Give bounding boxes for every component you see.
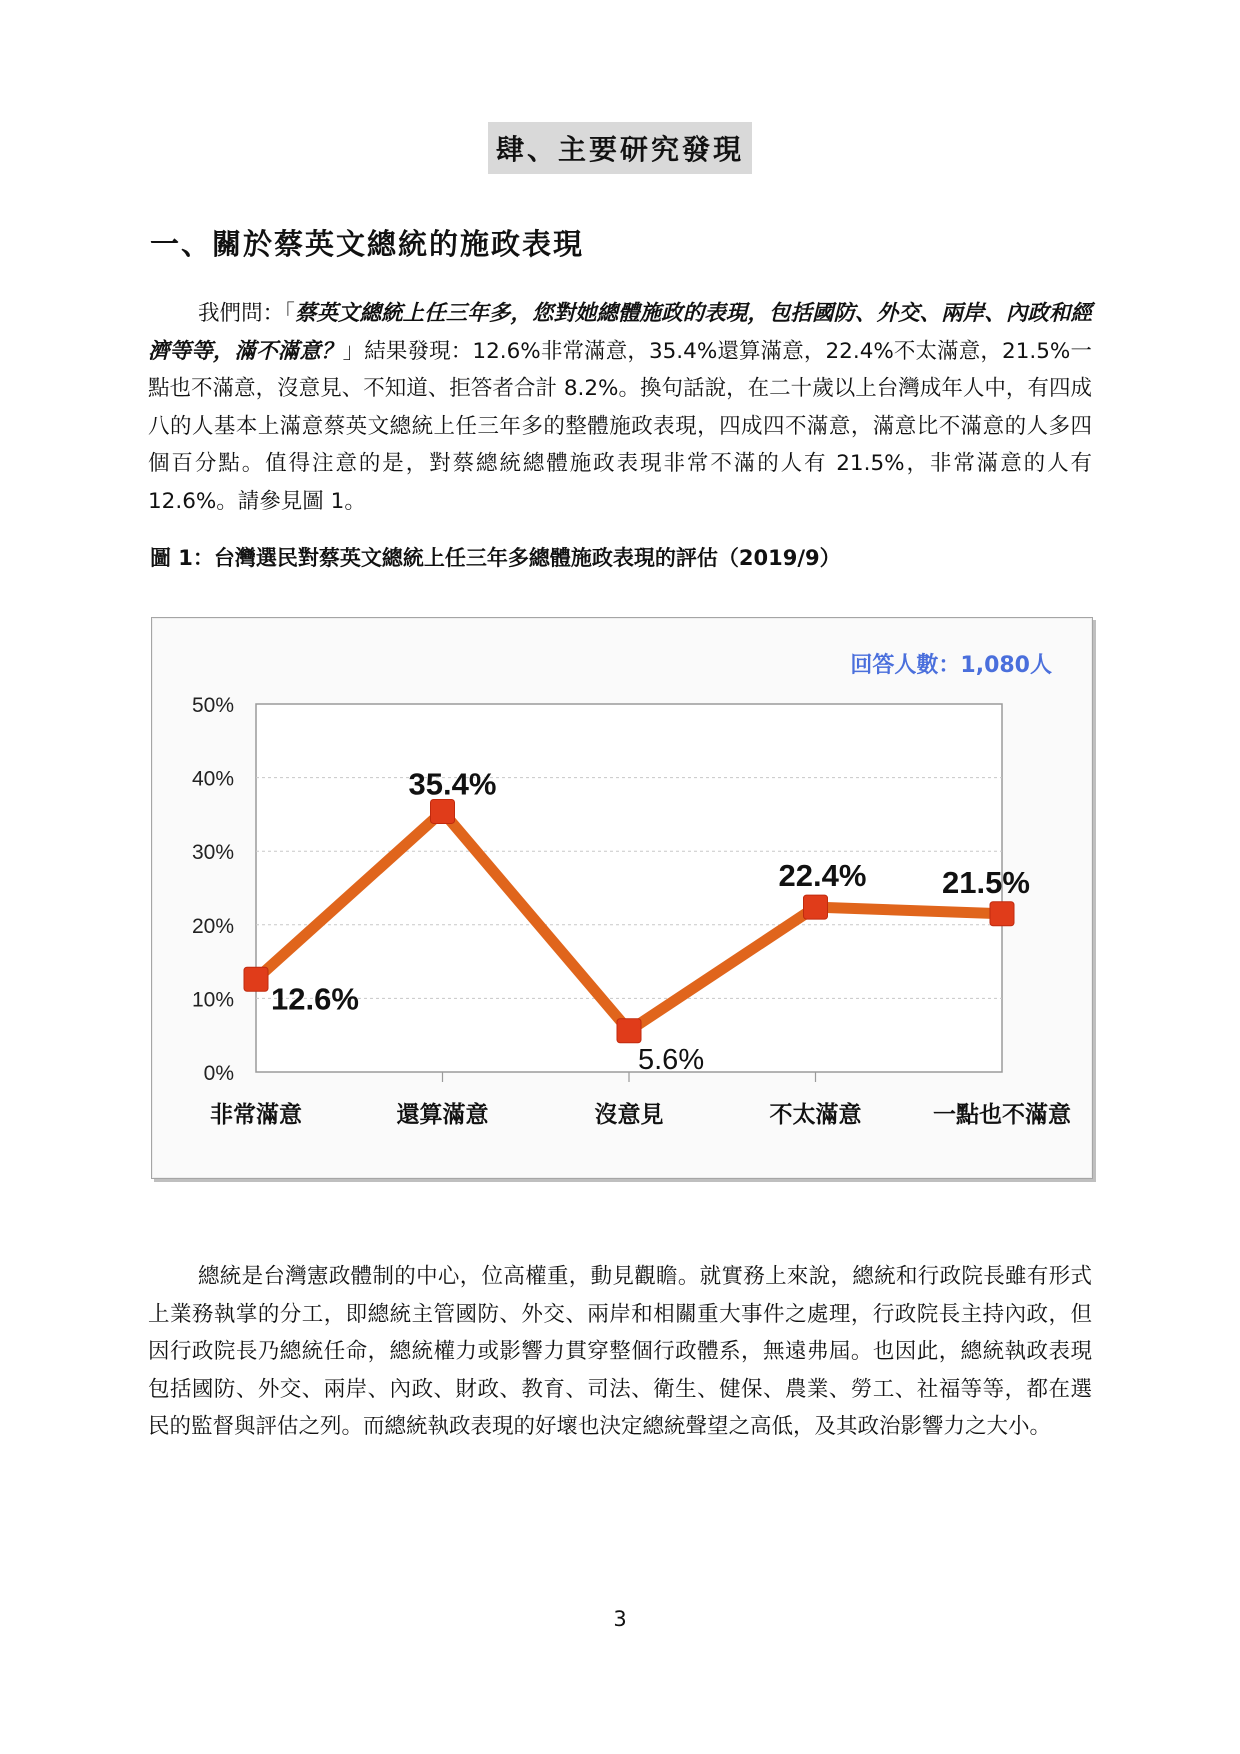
plot-area: [256, 704, 1002, 1072]
y-tick-label: 40%: [191, 767, 234, 791]
x-category-label: 非常滿意: [210, 1102, 302, 1128]
x-category-label: 沒意見: [594, 1102, 664, 1128]
data-label: 12.6%: [271, 981, 359, 1017]
page-number: 3: [613, 1607, 627, 1631]
subheading: 一、關於蔡英文總統的施政表現: [150, 227, 585, 261]
x-category-label: 不太滿意: [769, 1102, 862, 1128]
paragraph-2: 總統是台灣憲政體制的中心，位高權重，動見觀瞻。就實務上來說，總統和行政院長雖有形式上業務執掌的分工，即總統主管國防、外交、兩岸和相關重大事件之處理，行政院長主持內政，但因行政院長乃總統任命，總統權力或影響力貫穿整個行政體系，無遠弗屆。也因此，總統執政表現包括國防、外交、兩岸、內政、財政、教育、司法、衛生、健保、農業、勞工、社福等等，都在選民的監督與評估之列。而總統執政表現的好壞也決定總統聲望之高低，及其政治影響力之大小。: [148, 1264, 1092, 1439]
x-category-label: 還算滿意: [396, 1102, 489, 1128]
survey-question: 蔡英文總統上任三年多，您對她總體施政的表現，包括國防、外交、兩岸、內政和經濟等等，滿不滿意？: [148, 301, 1092, 364]
data-label: 21.5%: [942, 864, 1030, 900]
paragraph-1-rest: 」結果發現：12.6%非常滿意，35.4%還算滿意，22.4%不太滿意，21.5%一點也不滿意，沒意見、不知道、拒答者合計 8.2%。換句話說，在二十歲以上台灣成年人中，有四成八的人基本上滿意蔡英文總統上任三年多的整體施政表現，四成四不滿意，滿意比不滿意的人多四個百分點。值得注意的是，對蔡總統總體施政表現非常不滿的人有 21.5%，非常滿意的人有 12.6%。請參見圖 1。: [148, 338, 1092, 514]
chart-frame: [151, 617, 1093, 1179]
y-tick-label: 20%: [191, 914, 234, 938]
y-tick-label: 30%: [191, 841, 234, 865]
data-label: 35.4%: [408, 766, 497, 802]
data-marker: [244, 967, 268, 991]
respondents-note: 回答人數：1,080人: [850, 653, 1052, 678]
y-tick-label: 50%: [191, 694, 234, 717]
y-tick-label: 10%: [191, 988, 234, 1012]
paragraph-1: [148, 295, 1092, 520]
paragraph-1-lead: 我們問：「: [198, 301, 295, 326]
data-marker: [990, 902, 1014, 926]
data-marker: [431, 799, 455, 823]
x-category-label: 一點也不滿意: [933, 1102, 1071, 1128]
data-label: 22.4%: [778, 858, 867, 894]
line-chart: [152, 618, 1092, 1178]
figure-caption: 圖 1：台灣選民對蔡英文總統上任三年多總體施政表現的評估（2019/9）: [150, 546, 841, 570]
data-marker: [804, 895, 828, 919]
data-marker: [617, 1019, 641, 1043]
y-tick-label: 0%: [203, 1062, 234, 1085]
section-title-text: 肆、主要研究發現: [488, 122, 752, 174]
data-label: 5.6%: [638, 1043, 705, 1076]
section-title: [0, 122, 1240, 174]
